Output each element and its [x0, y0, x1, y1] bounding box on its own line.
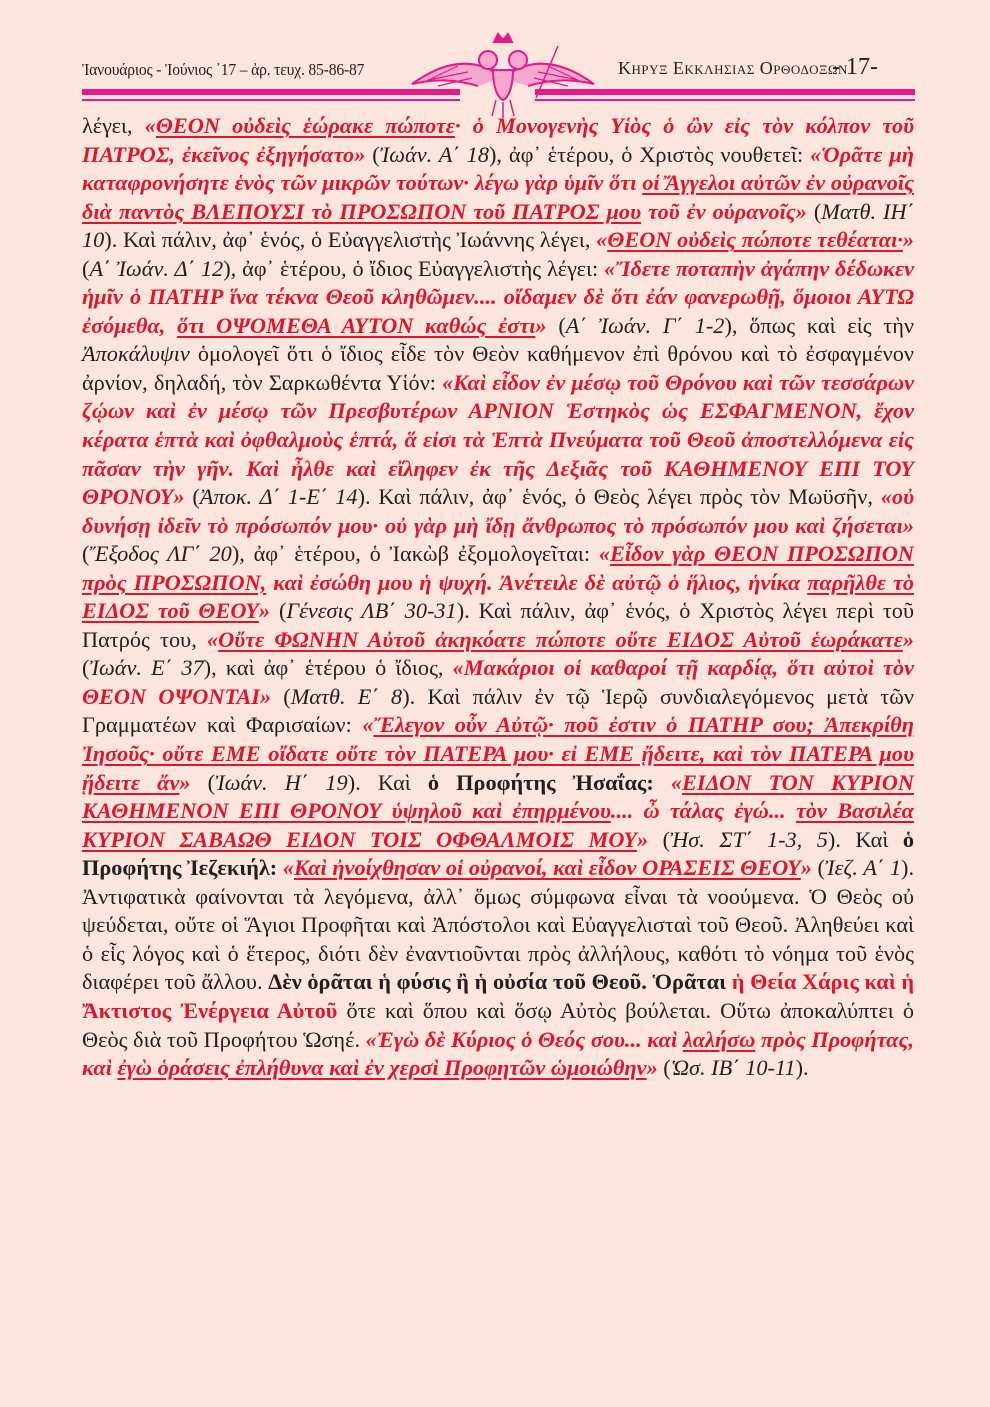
scripture-reference: Ματθ. ΙΗ΄ 10 [82, 198, 915, 253]
scripture-quote-underlined: ΘΕΟΝ οὐδεὶς πώποτε τεθέαται· [607, 227, 903, 253]
body-text: ( [82, 655, 90, 681]
body-text: ). Καὶ πάλιν ἐν τῷ Ἱερῷ συνδιαλεγόμενος μετὰ τῶν Γραμματέων καὶ Φαρισαίων: [82, 683, 914, 738]
scripture-quote-underlined: λαλήσω [682, 1026, 756, 1052]
scripture-quote: πρὸς Προφήτας, καὶ [82, 1026, 914, 1081]
body-text: ( [82, 541, 90, 567]
scripture-quote: καὶ ἐσώθη μου ἡ ψυχή. Ἀνέτειλε δὲ αὐτῷ ὁ ἥλιος, ἡνίκα [266, 569, 808, 595]
scripture-reference: Ἰωάν. Α΄ 18 [379, 141, 489, 167]
scripture-quote: « [596, 227, 608, 253]
scripture-quote: «οὐ δυνήσῃ ἰδεῖν τὸ πρόσωπόν μου· οὐ γὰρ μὴ ἴδῃ ἄνθρωπος τὸ πρόσωπόν μου καὶ ζήσεται» [82, 484, 915, 538]
emphasis-text: Δὲν ὁρᾶται ἡ φύσις ἢ ἡ οὐσία τοῦ Θεοῦ. Ὁρᾶται [268, 969, 727, 995]
scripture-reference: Α΄ Ἰωάν. Γ΄ 1-2 [565, 312, 725, 338]
scripture-quote: » [902, 227, 914, 253]
scripture-quote: · ὁ Μονογενὴς Υἱὸς ὁ ὢν εἰς τὸν κόλπον τοῦ ΠΑΤΡΟΣ, ἐκεῖνος ἐξηγήσατο» [82, 113, 915, 167]
scripture-reference: Ἔξοδος ΛΓ΄ 20 [89, 541, 232, 567]
scripture-quote: » [902, 626, 914, 652]
scripture-quote: .... ὦ τάλας ἐγώ... [610, 798, 796, 824]
article-body [82, 112, 914, 1083]
scripture-quote-underlined: Εἶδον γὰρ ΘΕΟΝ ΠΡΟΣΩΠΟΝ πρὸς ΠΡΟΣΩΠΟΝ, [82, 541, 915, 595]
scripture-quote-underlined: Ἔλεγον οὖν Αὐτῷ· ποῦ ἐστιν ὁ ΠΑΤΗΡ σου; Ἀπεκρίθη Ἰησοῦς· οὔτε ΕΜΕ οἴδατε οὔτε τὸν ΠΑΤΕΡΑ μου· εἰ ΕΜΕ ᾔδειτε, καὶ τὸν ΠΑΤΕΡΑ μου ᾔδειτε ἄν [82, 712, 914, 795]
scripture-quote: « [670, 769, 683, 795]
body-text: ὅτε καὶ ὅπου καὶ ὅσῳ Αὐτὸς βούλεται. Οὕτω ἀποκαλύπτει ὁ Θεὸς διὰ τοῦ Προφήτου Ὡσηέ. [82, 997, 914, 1052]
scripture-reference: Ὡσ. ΙΒ΄ 10-11 [670, 1055, 796, 1081]
header-rule-left-thin [82, 99, 460, 101]
scripture-quote: «Καὶ εἶδον ἐν μέσῳ τοῦ Θρόνου καὶ τῶν τεσσάρων ζῴων καὶ ἐν μέσῳ τῶν Πρεσβυτέρων ΑΡΝΙΟΝ Ἑστηκὸς ὡς ΕΣΦΑΓΜΕΝΟΝ, ἔχον κέρατα ἑπτὰ καὶ ὀφθαλμοὺς ἑπτά, ἅ εἰσι τὰ Ἑπτὰ Πνεύματα τοῦ Θεοῦ ἀποστελλόμενα εἰς πᾶσαν τὴν γῆν. Καὶ ἦλθε καὶ εἴληφεν ἐκ τῆς Δεξιᾶς τοῦ ΚΑΘΗΜΕΝΟΥ ΕΠΙ ΤΟΥ ΘΡΟΝΟΥ» [82, 369, 915, 510]
body-text: ( [811, 855, 825, 881]
body-text: ). Καὶ [347, 769, 428, 795]
scripture-reference: Γένεσις ΛΒ΄ 30-31 [286, 598, 457, 624]
scripture-quote: «Ἐγὼ δὲ Κύριος ὁ Θεός σου... καὶ [365, 1026, 683, 1052]
scripture-quote: » [800, 855, 812, 881]
scripture-quote-underlined: Οὔτε ΦΩΝΗΝ Αὐτοῦ ἀκηκόατε πώποτε οὔτε ΕΙΔΟΣ Αὐτοῦ ἑωράκατε [218, 626, 903, 652]
scripture-reference: Ἰωάν. Ε΄ 37 [89, 655, 204, 681]
body-text: ). Καὶ πάλιν, ἀφ᾿ ἑνός, ὁ Θεὸς λέγει πρὸς τὸν Μωϋσῆν, [357, 484, 881, 510]
body-text: ( [365, 141, 380, 167]
body-text: ( [546, 312, 566, 338]
scripture-reference: Ἰεζ. Α΄ 1 [824, 855, 902, 881]
body-text: ( [184, 484, 200, 510]
body-text: ), ἀφ᾿ ἑτέρου, ὁ ἴδιος Εὐαγγελιστὴς λέγει: [223, 255, 605, 281]
body-text: ). Καὶ [827, 826, 903, 852]
scripture-reference: Ἠσ. ΣΤ΄ 1-3, 5 [670, 826, 828, 852]
issue-info: Ἰανουάριος - Ἰούνιος ᾿17 – ἀρ. τευχ. 85-86-87 [82, 60, 365, 79]
scripture-quote: «Ὁρᾶτε μὴ καταφρονήσητε ἑνὸς τῶν μικρῶν τούτων· λέγω γὰρ ὑμῖν ὅτι [82, 141, 914, 196]
body-text: λέγει, [82, 113, 145, 138]
scripture-reference: Ἰωάν. Η΄ 19 [215, 769, 348, 795]
body-text: ( [657, 1055, 671, 1081]
scripture-quote-underlined: ΘΕΟΝ οὐδεὶς ἑώρακε πώποτε [155, 113, 455, 138]
body-text: ( [806, 198, 822, 224]
scripture-quote: » [636, 826, 649, 852]
scripture-quote: » [646, 1055, 658, 1081]
scripture-quote: » [179, 769, 191, 795]
scripture-quote-underlined: Καὶ ἠνοίχθησαν οἱ οὐρανοί, καὶ εἶδον ΟΡΑΣΕΙΣ ΘΕΟΥ [294, 855, 801, 881]
body-text: ( [190, 769, 216, 795]
scripture-quote: « [144, 113, 156, 138]
scripture-quote-underlined: παρῆλθε τὸ ΕΙΔΟΣ τοῦ ΘΕΟΥ [82, 569, 915, 624]
header-rule-left [82, 89, 460, 95]
body-text: ). [795, 1055, 809, 1081]
page-number: - 17- [832, 54, 878, 80]
scripture-quote-underlined: ἐγὼ ὁράσεις ἐπλήθυνα καὶ ἐν χερσὶ Προφητῶν ὡμοιώθην [117, 1055, 647, 1081]
scripture-quote: « [598, 541, 610, 567]
body-text: ( [271, 683, 291, 709]
scripture-quote: «Μακάριοι οἱ καθαροί τῇ καρδίᾳ, ὅτι αὐτοὶ τὸν ΘΕΟΝ ΟΨΟΝΤΑΙ» [82, 655, 914, 709]
scripture-reference: Ἀποκ. Δ΄ 1-Ε΄ 14 [199, 484, 358, 510]
scripture-quote-underlined: οἱ Ἄγγελοι αὐτῶν ἐν οὐρανοῖς διὰ παντὸς ΒΛΕΠΟΥΣΙ τὸ ΠΡΟΣΩΠΟΝ τοῦ ΠΑΤΡΟΣ μου [82, 170, 915, 224]
scripture-reference: Ματθ. Ε΄ 8 [290, 683, 403, 709]
scripture-quote: » [535, 312, 547, 338]
body-text: ( [82, 255, 90, 281]
scripture-quote-underlined: ὅτι ΟΨΟΜΕΘΑ ΑΥΤΟΝ καθώς ἐστι [177, 312, 536, 338]
scripture-quote: τοῦ ἐν οὐρανοῖς» [641, 198, 807, 224]
emphasis-text: ὁ Προφήτης Ἠσαΐας: [427, 769, 654, 795]
body-text: ). Καὶ πάλιν, ἀφ᾿ ἑνός, ὁ Χριστὸς λέγει περὶ τοῦ Πατρός του, [82, 598, 914, 652]
publication-title: Κηρυξ Εκκλησιας Ορθοδοξων [618, 58, 848, 78]
emphasis-text: ὁ Προφήτης Ἰεζεκιήλ: [82, 826, 914, 881]
body-text: ( [648, 826, 671, 852]
double-headed-eagle-icon [408, 28, 598, 120]
body-text: ). Ἀντιφατικὰ φαίνονται τὰ λεγόμενα, ἀλλ᾿ ὅμως σύμφωνα εἶναι τὰ νοούμενα. Ὁ Θεὸς οὐ ψεύδεται, οὔτε οἱ Ἅγιοι Προφῆται καὶ Ἀπόστολοι καὶ Εὐαγγελισταὶ τοῦ Θεοῦ. Ἀληθεύει καὶ ὁ εἷς λόγος καὶ ὁ ἕτερος, διότι δὲν ἐναντιοῦνται πρὸς ἀλλήλους, καθότι τὸ νόημα τοῦ ἑνὸς διαφέρει τοῦ ἄλλου. [82, 855, 915, 995]
scripture-quote-underlined: τὸν Βασιλέα ΚΥΡΙΟΝ ΣΑΒΑΩΘ ΕΙΔΟΝ ΤΟΙΣ ΟΦΘΑΛΜΟΙΣ ΜΟΥ [82, 798, 915, 852]
body-text: ( [270, 598, 287, 624]
scripture-quote: » [258, 598, 271, 624]
page-header [0, 0, 990, 110]
scripture-quote: « [282, 855, 295, 881]
body-text: ), ἀφ᾿ ἑτέρου, ὁ Ἰακὼβ ἐξομολογεῖται: [231, 541, 599, 567]
scripture-quote: «Ἴδετε ποταπὴν ἀγάπην δέδωκεν ἡμῖν ὁ ΠΑΤΗΡ ἵνα τέκνα Θεοῦ κληθῶμεν.... οἴδαμεν δὲ ὅτι ἐάν φανερωθῇ, ὅμοιοι ΑΥΤΩ ἐσόμεθα, [82, 255, 914, 338]
scripture-reference: Ἀποκάλυψιν [82, 341, 190, 367]
scripture-reference: Α΄ Ἰωάν. Δ΄ 12 [89, 255, 224, 281]
body-text: ), ἀφ᾿ ἑτέρου, ὁ Χριστὸς νουθετεῖ: [488, 141, 811, 167]
body-text: ), καὶ ἀφ᾿ ἑτέρου ὁ ἴδιος, [203, 655, 453, 681]
scripture-quote: « [362, 712, 374, 738]
body-text: ὁμολογεῖ ὅτι ὁ ἴδιος εἶδε τὸν Θεὸν καθήμενον ἐπὶ θρόνου καὶ τὸ ἐσφαγμένον ἀρνίον, δηλαδή, τὸν Σαρκωθέντα Υἱόν: [82, 341, 914, 395]
scripture-quote: « [206, 626, 219, 652]
scripture-quote-underlined: ΕΙΔΟΝ ΤΟΝ ΚΥΡΙΟΝ ΚΑΘΗΜΕΝΟΝ ΕΠΙ ΘΡΟΝΟΥ ὑψηλοῦ καὶ ἐπηρμένου [82, 769, 914, 824]
highlight-text: ἡ Θεία Χάρις καὶ ἡ Ἄκτιστος Ἐνέργεια Αὐτοῦ [82, 969, 915, 1023]
body-text: ). Καὶ πάλιν, ἀφ᾿ ἑνός, ὁ Εὐαγγελιστὴς Ἰωάννης λέγει, [104, 227, 597, 253]
body-text [654, 770, 671, 795]
body-text: ), ὅπως καὶ εἰς τὴν [724, 312, 914, 338]
